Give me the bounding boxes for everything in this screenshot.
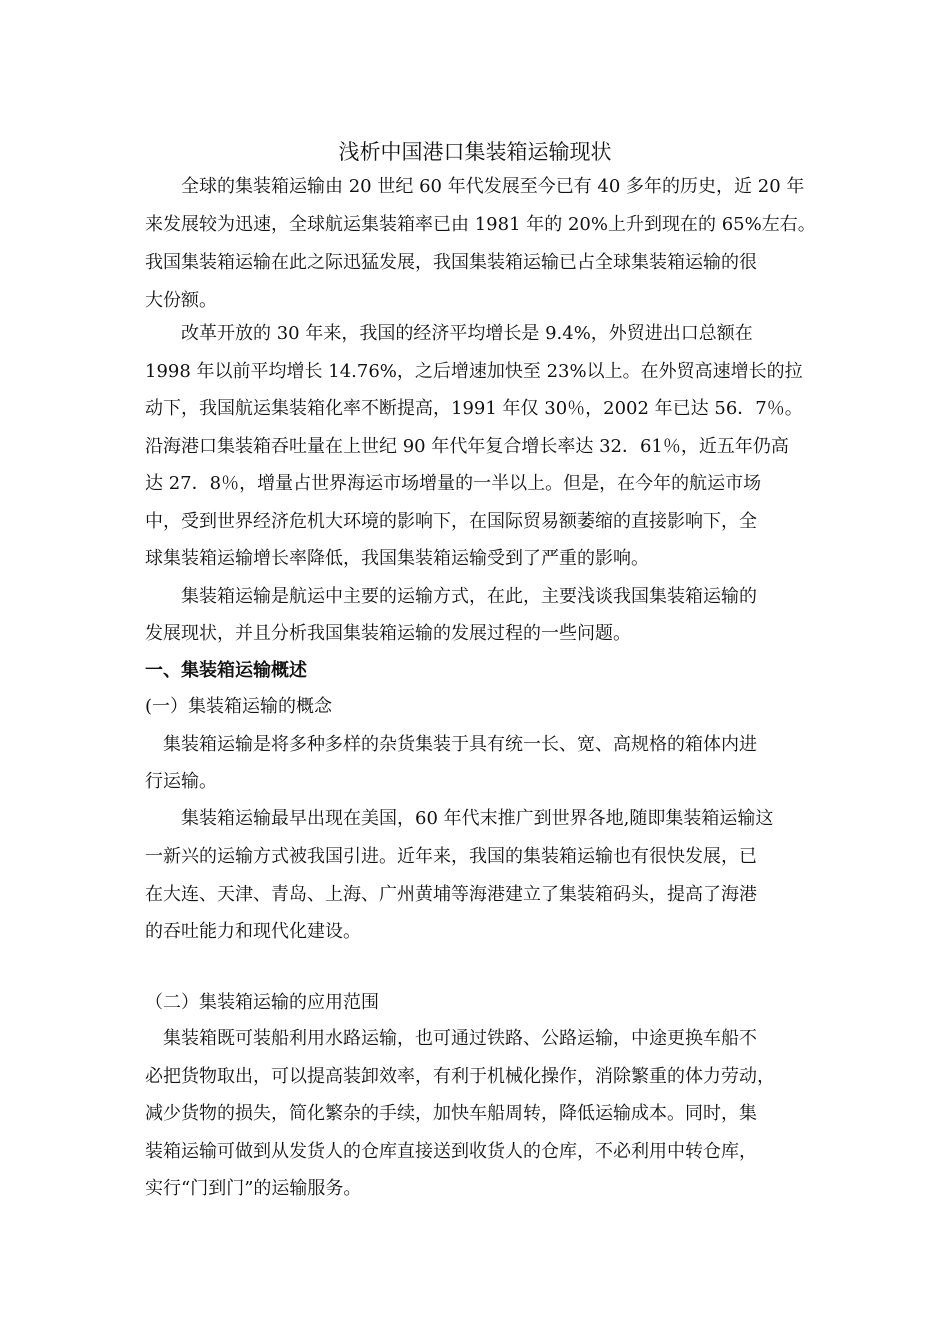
paragraph-3-line: 发展现状，并且分析我国集装箱运输的发展过程的一些问题。 — [145, 623, 631, 644]
paragraph-2-line: 改革开放的 30 年来，我国的经济平均增长是 9.4%，外贸进出口总额在 — [181, 323, 753, 344]
paragraph-2-line: 动下，我国航运集装箱化率不断提高，1991 年仅 30％，2002 年已达 56．7％。 — [145, 398, 803, 419]
subsection-heading: (一）集装箱运输的概念 — [145, 696, 333, 717]
paragraph-4-line: 行运输。 — [145, 771, 217, 792]
paragraph-5-line: 在大连、天津、青岛、上海、广州黄埔等海港建立了集装箱码头，提高了海港 — [145, 884, 757, 905]
paragraph-1-line: 大份额。 — [145, 290, 217, 311]
paragraph-6-line: 实行“门到门”的运输服务。 — [145, 1178, 362, 1199]
paragraph-4-line: 集装箱运输是将多种多样的杂货集装于具有统一长、宽、高规格的箱体内进 — [163, 734, 757, 755]
paragraph-2-line: 中，受到世界经济危机大环境的影响下，在国际贸易额萎缩的直接影响下，全 — [145, 511, 757, 532]
paragraph-1-line: 全球的集装箱运输由 20 世纪 60 年代发展至今已有 40 多年的历史，近 20 年 — [181, 176, 805, 197]
section-heading: 一、集装箱运输概述 — [145, 660, 307, 681]
paragraph-6-line: 必把货物取出，可以提高装卸效率，有利于机械化操作，消除繁重的体力劳动， — [145, 1066, 775, 1087]
paragraph-6-line: 减少货物的损失，简化繁杂的手续，加快车船周转，降低运输成本。同时，集 — [145, 1103, 757, 1124]
paragraph-2-line: 达 27．8％，增量占世界海运市场增量的一半以上。但是，在今年的航运市场 — [145, 473, 762, 494]
paragraph-1-line: 我国集装箱运输在此之际迅猛发展，我国集装箱运输已占全球集装箱运输的很 — [145, 252, 757, 273]
subsection-heading: （二）集装箱运输的应用范围 — [145, 992, 379, 1013]
paragraph-2-line: 沿海港口集装箱吞吐量在上世纪 90 年代年复合增长率达 32．61％，近五年仍高 — [145, 436, 789, 457]
paragraph-3-line: 集装箱运输是航运中主要的运输方式，在此，主要浅谈我国集装箱运输的 — [181, 586, 757, 607]
paragraph-2-line: 1998 年以前平均增长 14.76%，之后增速加快至 23%以上。在外贸高速增长的拉 — [145, 361, 803, 382]
paragraph-2-line: 球集装箱运输增长率降低，我国集装箱运输受到了严重的影响。 — [145, 548, 649, 569]
paragraph-6-line: 集装箱既可装船利用水路运输，也可通过铁路、公路运输，中途更换车船不 — [163, 1028, 757, 1049]
paragraph-1-line: 来发展较为迅速，全球航运集装箱率已由 1981 年的 20%上升到现在的 65%左右。 — [145, 214, 816, 235]
document-title: 浅析中国港口集装箱运输现状 — [338, 140, 612, 164]
paragraph-5-line: 一新兴的运输方式被我国引进。近年来，我国的集装箱运输也有很快发展，已 — [145, 846, 757, 867]
paragraph-6-line: 装箱运输可做到从发货人的仓库直接送到收货人的仓库，不必利用中转仓库， — [145, 1141, 757, 1162]
paragraph-5-line: 集装箱运输最早出现在美国，60 年代末推广到世界各地,随即集装箱运输这 — [181, 808, 774, 829]
paragraph-5-line: 的吞吐能力和现代化建设。 — [145, 921, 361, 942]
